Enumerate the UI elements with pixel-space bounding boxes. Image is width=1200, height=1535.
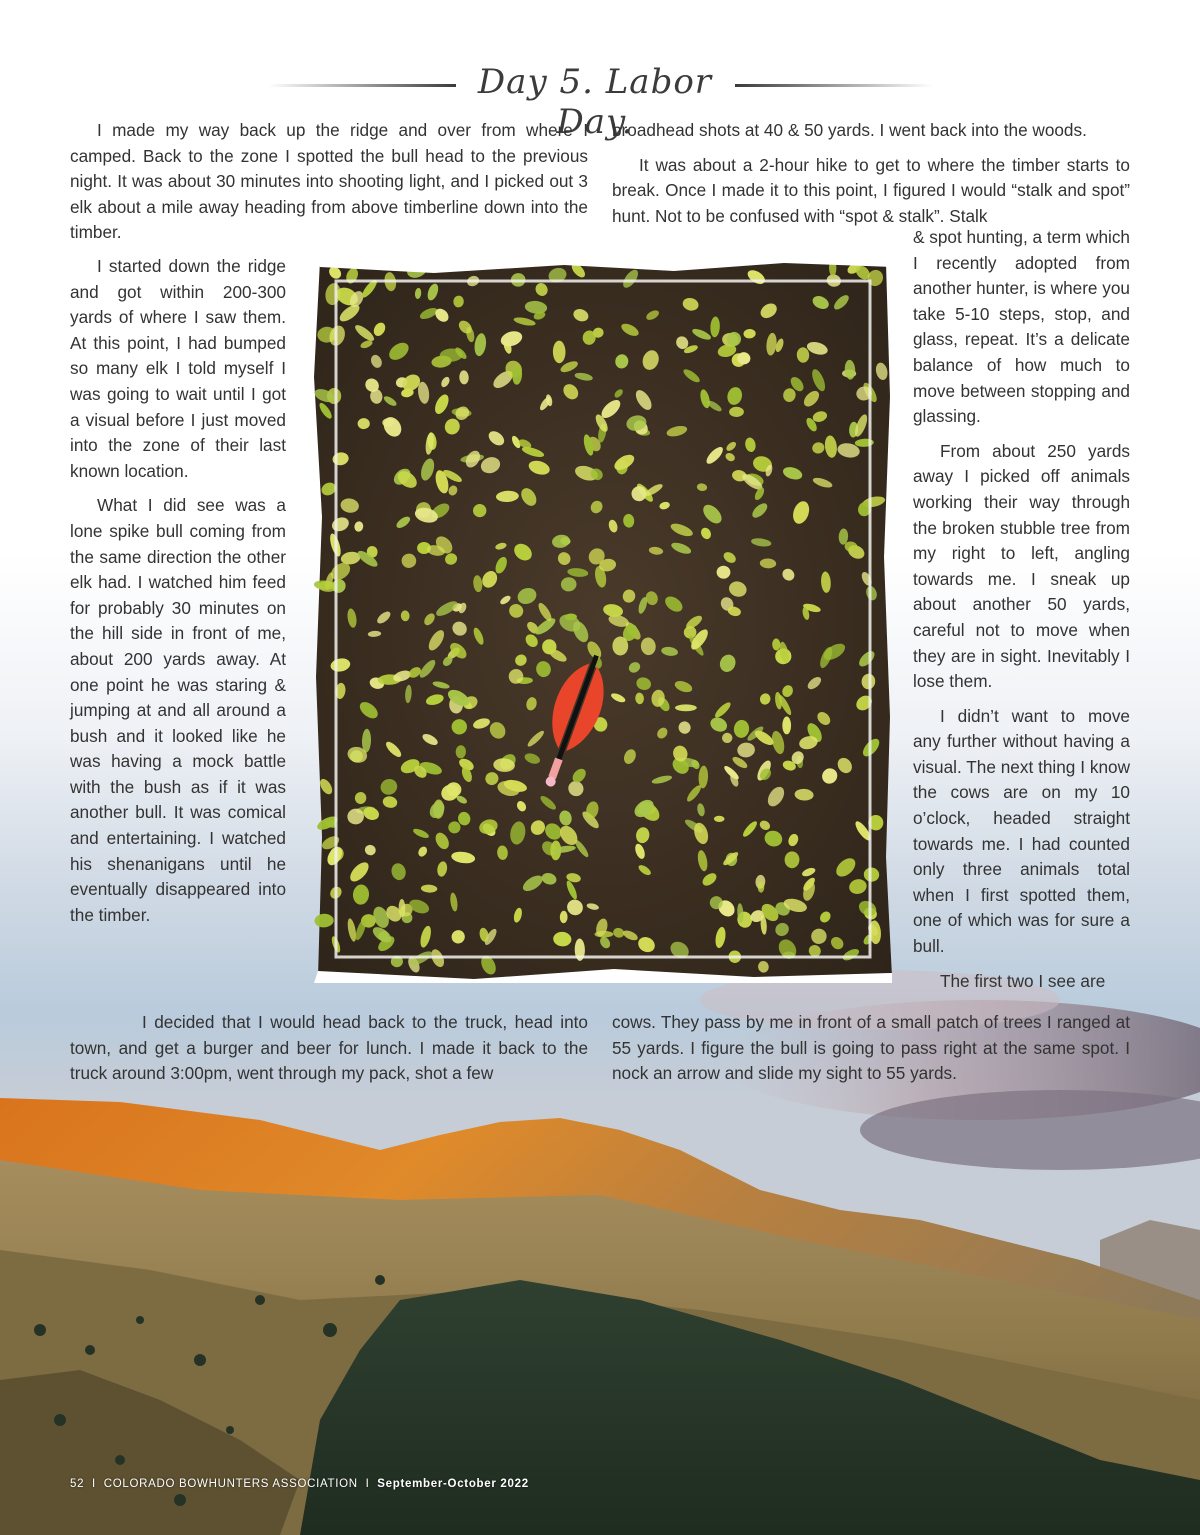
paragraph: cows. They pass by me in front of a small patch of trees I ranged at 55 yards. I figure the bull is going to pass right at the same spot. I nock an arrow and slide my sight to 55 yards.: [612, 1012, 1130, 1084]
left-column-narrow: [70, 254, 286, 928]
foliage-arrow-photo: [314, 257, 892, 983]
right-column-top: [612, 118, 1130, 229]
right-column-narrow: [913, 225, 1130, 994]
paragraph: What I did see was a lone spike bull coming from the same direction the other elk had. I watched him feed for probably 30 minutes on the hill side in front of me, about 200 yards away. At one point he was staring & jumping at and all around a bush and it looked like he was having a mock battle with the bush as if it was another bull. It was comical and entertaining. I watched his shenanigans until he eventually disappeared into the timber.: [70, 495, 286, 925]
title-rule-left: [268, 84, 456, 87]
footer-separator: I: [92, 1478, 96, 1490]
title-rule-right: [735, 84, 933, 87]
publication-name: COLORADO BOWHUNTERS ASSOCIATION: [103, 1478, 358, 1490]
right-column-bottom: [612, 1010, 1130, 1087]
footer-separator: I: [365, 1478, 370, 1490]
paragraph: The first two I see are: [940, 970, 1106, 991]
left-column-top: [70, 118, 588, 246]
paragraph: I decided that I would head back to the truck, head into town, and get a burger and beer for lunch. I made it back to the truck around 3:00pm, went through my pack, shot a few: [70, 1012, 588, 1084]
left-column-bottom: [70, 1010, 588, 1087]
paragraph: From about 250 yards away I picked off animals working their way through the broken stubble tree from my right to left, angling towards me. I sneak up about another 50 yards, careful not to move when they are in sight. Inevitably I lose them.: [913, 440, 1130, 692]
page-number: 52: [70, 1478, 85, 1490]
paragraph: & spot hunting, a term which I recently adopted from another hunter, is where you take 5-10 steps, stop, and glass, repeat. It’s a delicate balance of how much to move between stopping and glassing.: [913, 227, 1130, 427]
paragraph: It was about a 2-hour hike to get to where the timber starts to break. Once I made it to this point, I figured I would “stalk and spot” hunt. Not to be confused with “spot & stalk”. Stalk: [612, 154, 1130, 226]
page-title: Day 5. Labor Day.: [477, 62, 713, 142]
paragraph: I made my way back up the ridge and over from where I camped. Back to the zone I spotted the bull head to the previous night. It was about 30 minutes into shooting light, and I picked out 3 elk about a mile away heading from above timberline down into the timber.: [70, 120, 588, 243]
paragraph: broadhead shots at 40 & 50 yards. I went back into the woods.: [612, 120, 1087, 140]
paragraph: I didn’t want to move any further without having a visual. The next thing I know the cows are on my 10 o’clock, headed straight towards me. I had counted only three animals total when I first spotted them, one of which was for sure a bull.: [913, 705, 1130, 957]
page-footer: [70, 1478, 529, 1490]
paragraph: I started down the ridge and got within 200-300 yards of where I saw them. At this point, I had bumped so many elk I told myself I was going to wait until I got a visual before I just moved into the zone of their last known location.: [70, 256, 286, 481]
issue-date: September-October 2022: [377, 1478, 529, 1490]
